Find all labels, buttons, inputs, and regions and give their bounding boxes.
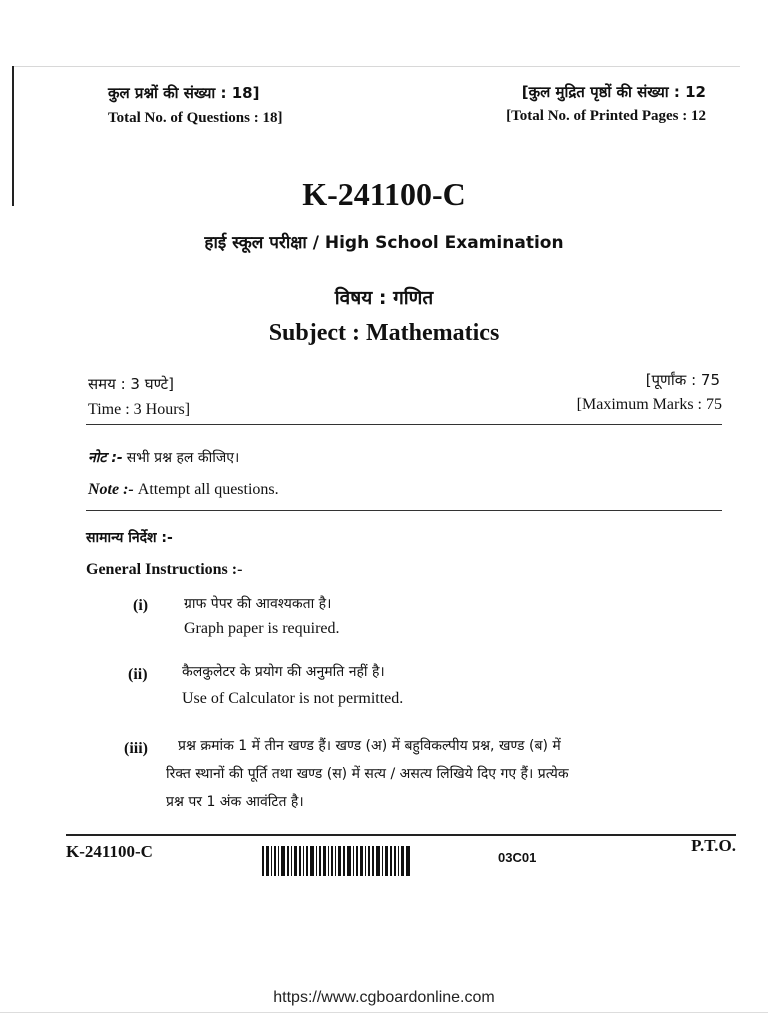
instruction-3-hindi-line1: प्रश्न क्रमांक 1 में तीन खण्ड हैं। खण्ड (अ) में बहुविकल्पीय प्रश्न, खण्ड (ब) में	[178, 738, 561, 754]
barcode-text: 03C01	[498, 850, 537, 865]
instruction-2-number: (ii)	[128, 666, 148, 683]
question-count-hindi: कुल प्रश्नों की संख्या : 18]	[108, 84, 260, 102]
instruction-3-hindi-line3: प्रश्न पर 1 अंक आवंटित है।	[166, 794, 304, 810]
marks-english: [Maximum Marks : 75	[576, 396, 722, 413]
instruction-1-number: (i)	[133, 597, 149, 614]
note-hindi-label: नोट :-	[88, 450, 123, 466]
note-english-label: Note :-	[88, 481, 134, 498]
divider-top	[86, 424, 722, 425]
question-count-english: Total No. of Questions : 18]	[108, 110, 283, 126]
exam-title: हाई स्कूल परीक्षा / High School Examination	[204, 233, 564, 253]
subject-hindi: विषय : गणित	[334, 287, 434, 309]
instruction-2-english: Use of Calculator is not permitted.	[182, 690, 404, 707]
instruction-2-hindi: कैलकुलेटर के प्रयोग की अनुमति नहीं है।	[182, 664, 385, 680]
scan-edge-top	[12, 66, 740, 67]
time-english: Time : 3 Hours]	[88, 401, 191, 418]
instruction-3-hindi-line2: रिक्त स्थानों की पूर्ति तथा खण्ड (स) में सत्य / असत्य लिखिये दिए गए हैं। प्रत्येक	[166, 766, 569, 782]
scan-edge-bottom	[0, 1012, 768, 1013]
note-hindi-text: सभी प्रश्न हल कीजिए।	[126, 450, 240, 466]
instruction-1-hindi: ग्राफ पेपर की आवश्यकता है।	[184, 596, 332, 612]
time-hindi: समय : 3 घण्टे]	[88, 375, 174, 393]
page-count-english: [Total No. of Printed Pages : 12	[506, 108, 706, 124]
paper-code: K-241100-C	[302, 176, 466, 212]
marks-hindi: [पूर्णांक : 75	[645, 371, 720, 389]
note-hindi	[88, 448, 239, 467]
instruction-3-number: (iii)	[124, 740, 148, 757]
footer-paper-code: K-241100-C	[66, 842, 153, 861]
subject-english: Subject : Mathematics	[268, 320, 500, 346]
barcode	[262, 846, 412, 876]
footer-divider	[66, 834, 736, 836]
page-count-hindi: [कुल मुद्रित पृष्ठों की संख्या : 12	[521, 83, 706, 101]
instructions-heading-english: General Instructions :-	[86, 561, 243, 578]
note-english-text: Attempt all questions.	[137, 481, 279, 498]
pto-label: P.T.O.	[691, 836, 736, 855]
website-url[interactable]: https://www.cgboardonline.com	[273, 989, 495, 1006]
divider-middle	[86, 510, 722, 511]
instruction-1-english: Graph paper is required.	[184, 620, 340, 637]
note-english	[88, 481, 279, 499]
instructions-heading-hindi: सामान्य निर्देश :-	[86, 530, 173, 546]
